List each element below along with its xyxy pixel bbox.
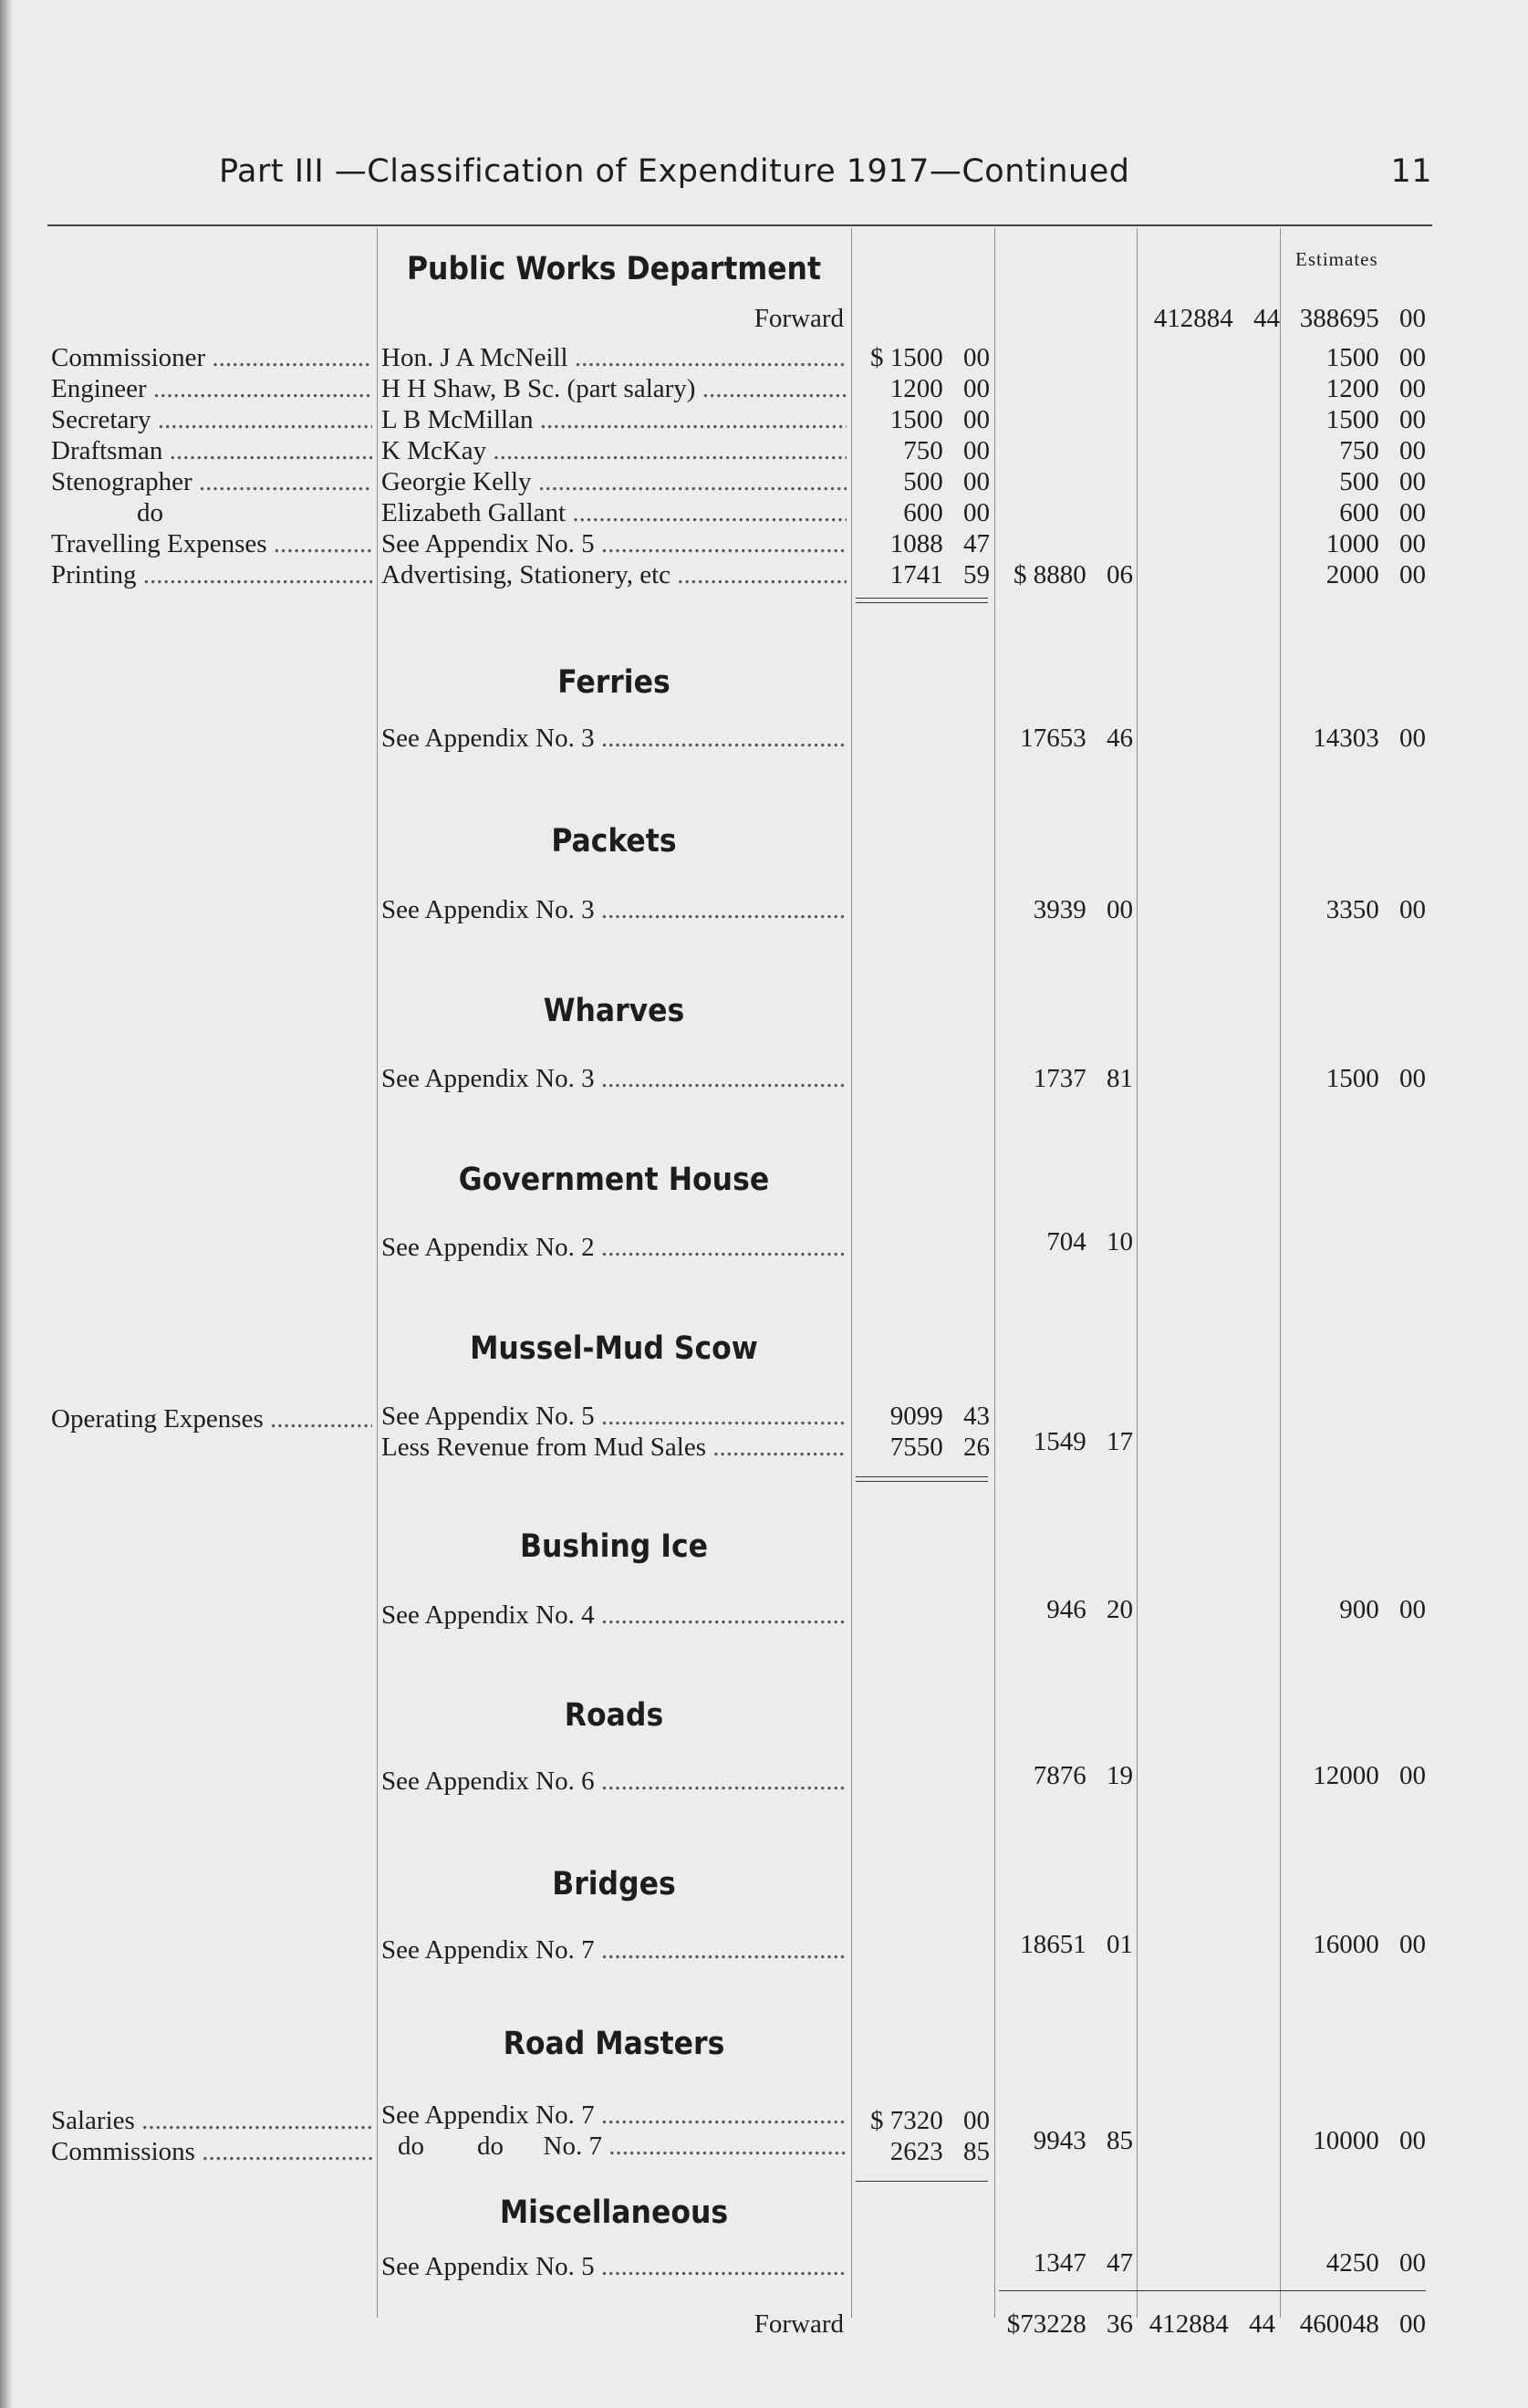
section-estimate: 16000 00 xyxy=(1313,1930,1426,1959)
row-amount: 2623 85 xyxy=(889,2137,990,2166)
row-estimate: 2000 00 xyxy=(1325,560,1426,589)
footer-forward-label: Forward xyxy=(754,2309,844,2339)
section-estimate: 900 00 xyxy=(1339,1595,1426,1624)
row-left-label: do xyxy=(137,498,163,527)
row-description: See Appendix No. 5 ..... xyxy=(381,528,847,559)
forward-col3: 412884 44 xyxy=(1153,304,1280,333)
section-heading-bridges: Bridges xyxy=(552,1866,676,1902)
section-heading-ferries: Ferries xyxy=(557,664,670,701)
row-amount: $ 7320 00 xyxy=(870,2106,990,2135)
header-rule xyxy=(47,224,1432,226)
section-heading-roads: Roads xyxy=(564,1697,664,1734)
forward-estimate: 388695 00 xyxy=(1299,304,1426,333)
row-amount: 1500 00 xyxy=(889,405,990,434)
row-estimate: 1500 00 xyxy=(1325,343,1426,372)
public-works-total: $ 8880 06 xyxy=(1013,560,1133,589)
section-amount: 1549 17 xyxy=(1033,1427,1133,1456)
footer-total-estimate: 460048 00 xyxy=(1299,2309,1426,2339)
section-heading-wharves: Wharves xyxy=(543,993,685,1029)
page-header xyxy=(219,153,1432,197)
row-left-label: Printing ..... xyxy=(51,559,372,590)
section-estimate: 12000 00 xyxy=(1313,1761,1426,1790)
section-heading-bushing-ice: Bushing Ice xyxy=(519,1528,709,1565)
row-amount: $ 1500 00 xyxy=(870,343,990,372)
row-estimate: 750 00 xyxy=(1339,436,1426,465)
section-amount: 1347 47 xyxy=(1033,2248,1133,2278)
row-amount: 500 00 xyxy=(903,467,990,496)
page-title: Part III —Classification of Expenditure 1917—Continued xyxy=(219,153,1130,190)
row-left-label: Engineer ..... xyxy=(51,373,372,404)
section-estimate: 10000 00 xyxy=(1313,2126,1426,2155)
row-amount: 600 00 xyxy=(903,498,990,527)
section-description: See Appendix No. 3 ..... xyxy=(381,894,847,925)
page-number: 11 xyxy=(1390,153,1432,190)
row-description: do do No. 7 ..... xyxy=(398,2131,847,2162)
section-amount: 7876 19 xyxy=(1033,1761,1133,1790)
row-amount: 1088 47 xyxy=(889,529,990,558)
section-description: See Appendix No. 5 ..... xyxy=(381,2251,847,2282)
section-description: See Appendix No. 6 ..... xyxy=(381,1766,847,1797)
subtotal-rule xyxy=(856,1476,988,1482)
row-amount: 7550 26 xyxy=(889,1433,990,1462)
row-amount: 9099 43 xyxy=(889,1402,990,1431)
section-description: See Appendix No. 2 ..... xyxy=(381,1232,847,1263)
page-edge-shadow xyxy=(0,0,13,2408)
row-left-label: Draftsman ..... xyxy=(51,435,372,466)
row-description: Advertising, Stationery, etc ..... xyxy=(381,559,847,590)
section-amount: 18651 01 xyxy=(1020,1930,1133,1959)
row-description: Less Revenue from Mud Sales ..... xyxy=(381,1432,847,1463)
row-description: See Appendix No. 5 ..... xyxy=(381,1401,847,1432)
section-heading-road-masters: Road Masters xyxy=(503,2026,725,2062)
subtotal-rule xyxy=(856,2181,988,2182)
row-left-label: Salaries ..... xyxy=(51,2105,372,2136)
section-description: See Appendix No. 4 ..... xyxy=(381,1600,847,1631)
section-heading-government-house: Government House xyxy=(458,1162,770,1198)
row-estimate: 500 00 xyxy=(1339,467,1426,496)
row-amount: 1741 59 xyxy=(889,560,990,589)
row-description: K McKay ..... xyxy=(381,435,847,466)
section-heading-miscellaneous: Miscellaneous xyxy=(499,2194,729,2231)
row-estimate: 1200 00 xyxy=(1325,374,1426,403)
row-left-label: Commissioner ..... xyxy=(51,342,372,373)
subtotal-rule xyxy=(856,598,988,603)
section-description: See Appendix No. 7 ..... xyxy=(381,1934,847,1965)
row-description: Elizabeth Gallant ..... xyxy=(381,497,847,528)
column-divider xyxy=(994,228,995,2318)
row-description: Hon. J A McNeill ..... xyxy=(381,342,847,373)
row-left-label: Commissions ..... xyxy=(51,2136,372,2167)
section-amount: 17653 46 xyxy=(1020,724,1133,753)
row-description: H H Shaw, B Sc. (part salary) ..... xyxy=(381,373,847,404)
row-description: Georgie Kelly ..... xyxy=(381,466,847,497)
row-estimate: 1000 00 xyxy=(1325,529,1426,558)
row-description: See Appendix No. 7 ..... xyxy=(381,2100,847,2131)
section-amount: 704 10 xyxy=(1046,1227,1133,1256)
section-heading-public-works: Public Works Department xyxy=(406,251,822,287)
row-estimate: 600 00 xyxy=(1339,498,1426,527)
forward-label: Forward xyxy=(754,304,844,333)
column-divider xyxy=(377,228,378,2318)
row-left-label: Secretary ..... xyxy=(51,404,372,435)
row-left-label: Operating Expenses ..... xyxy=(51,1403,372,1434)
footer-total-col2: $73228 36 xyxy=(1006,2309,1133,2339)
section-amount: 1737 81 xyxy=(1033,1064,1133,1093)
row-left-label: Stenographer ..... xyxy=(51,466,372,497)
row-amount: 750 00 xyxy=(903,436,990,465)
section-amount: 3939 00 xyxy=(1033,895,1133,924)
row-estimate: 1500 00 xyxy=(1325,405,1426,434)
row-left-label: Travelling Expenses ..... xyxy=(51,528,372,559)
row-amount: 1200 00 xyxy=(889,374,990,403)
section-heading-mussel-mud-scow: Mussel-Mud Scow xyxy=(470,1330,758,1367)
footer-total-col3: 412884 44 xyxy=(1149,2309,1275,2339)
estimates-label: Estimates xyxy=(1295,248,1378,270)
section-estimate: 14303 00 xyxy=(1313,724,1426,753)
section-description: See Appendix No. 3 ..... xyxy=(381,723,847,754)
section-amount: 946 20 xyxy=(1046,1595,1133,1624)
section-heading-packets: Packets xyxy=(551,823,677,860)
section-description: See Appendix No. 3 ..... xyxy=(381,1063,847,1094)
section-estimate: 4250 00 xyxy=(1325,2248,1426,2278)
section-estimate: 3350 00 xyxy=(1325,895,1426,924)
row-description: L B McMillan ..... xyxy=(381,404,847,435)
column-divider xyxy=(1137,228,1138,2318)
total-rule xyxy=(999,2290,1426,2291)
section-amount: 9943 85 xyxy=(1033,2126,1133,2155)
section-estimate: 1500 00 xyxy=(1325,1064,1426,1093)
